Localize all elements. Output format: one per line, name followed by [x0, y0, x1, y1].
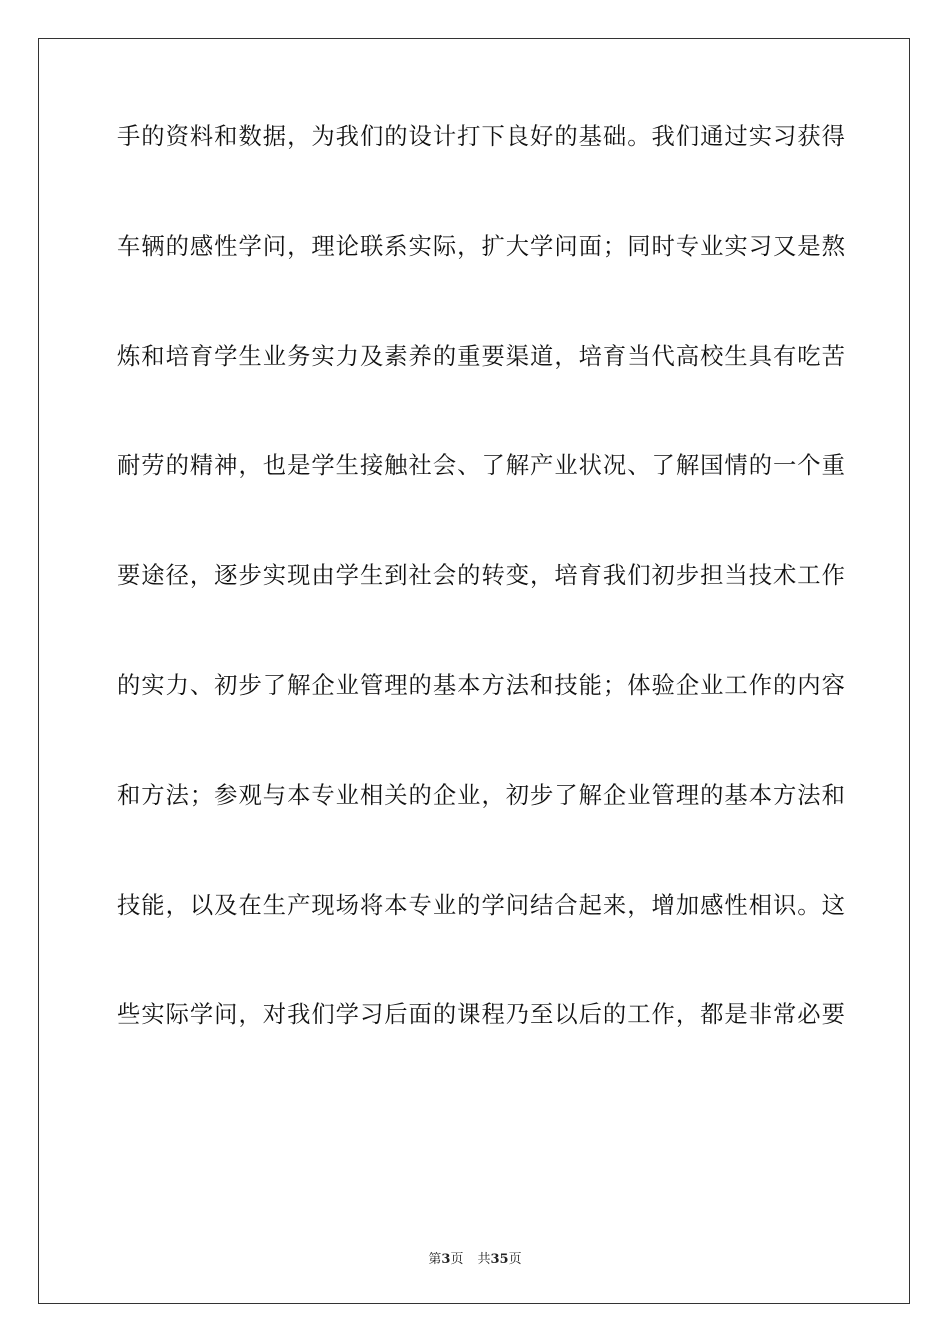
page-footer [0, 1248, 950, 1267]
total-pages: 35 [490, 1252, 509, 1267]
text-line-9: 些实际学问，对我们学习后面的课程乃至以后的工作，都是非常必要 [117, 1001, 846, 1029]
text-line-5: 要途径，逐步实现由学生到社会的转变，培育我们初步担当技术工作 [117, 562, 846, 590]
total-prefix: 共 [477, 1252, 491, 1267]
body-text [117, 123, 846, 1112]
total-suffix: 页 [508, 1252, 522, 1267]
text-line-2: 车辆的感性学问，理论联系实际，扩大学问面；同时专业实习又是熬 [117, 232, 846, 260]
page-prefix: 第 [428, 1252, 442, 1267]
text-line-8: 技能，以及在生产现场将本专业的学问结合起来，增加感性相识。这 [117, 891, 846, 919]
text-line-1: 手的资料和数据，为我们的设计打下良好的基础。我们通过实习获得 [117, 123, 846, 150]
text-line-4: 耐劳的精神，也是学生接触社会、了解产业状况、了解国情的一个重 [117, 452, 846, 480]
text-line-7: 和方法；参观与本专业相关的企业，初步了解企业管理的基本方法和 [117, 781, 846, 809]
page-suffix: 页 [450, 1252, 464, 1267]
text-line-6: 的实力、初步了解企业管理的基本方法和技能；体验企业工作的内容 [117, 671, 846, 699]
page-number: 3 [441, 1252, 451, 1267]
text-line-3: 炼和培育学生业务实力及素养的重要渠道，培育当代高校生具有吃苦 [117, 342, 846, 370]
